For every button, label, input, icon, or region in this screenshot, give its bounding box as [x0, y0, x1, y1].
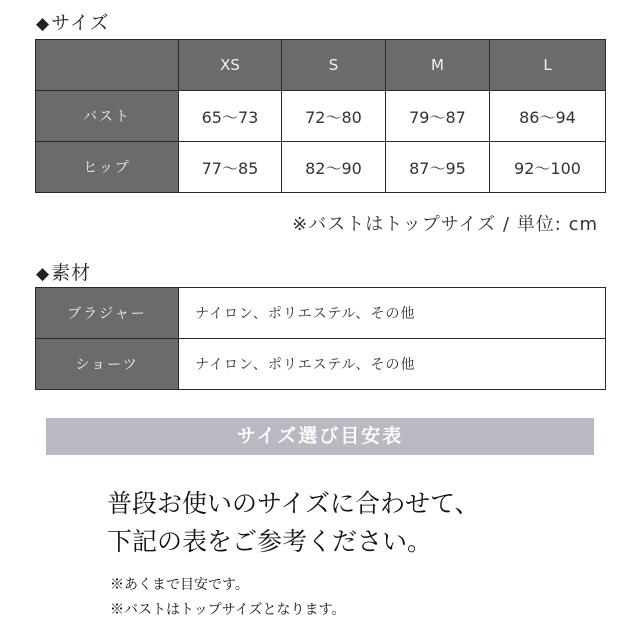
- size-col-s: S: [282, 40, 386, 91]
- guide-line-2: 下記の表をご参考ください。: [107, 527, 433, 556]
- material-table: [35, 287, 606, 390]
- size-guide-message: [107, 485, 480, 561]
- size-table: [35, 39, 606, 193]
- material-heading: [36, 258, 91, 285]
- table-cell: 79〜87: [386, 91, 490, 142]
- table-cell: 77〜85: [179, 142, 282, 193]
- table-cell: 86〜94: [490, 91, 606, 142]
- material-row-shorts: [36, 339, 606, 390]
- guide-line-1: 普段お使いのサイズに合わせて、: [107, 489, 480, 518]
- guide-note-1: ※あくまで目安です。: [110, 577, 249, 593]
- table-cell: 65〜73: [179, 91, 282, 142]
- material-heading-text: 素材: [51, 262, 92, 284]
- table-cell: 92〜100: [490, 142, 606, 193]
- table-cell: 72〜80: [282, 91, 386, 142]
- row-label-bust: バスト: [36, 91, 179, 142]
- size-row-hip: [36, 142, 606, 193]
- material-value-shorts: ナイロン、ポリエステル、その他: [179, 339, 606, 390]
- material-row-bra: [36, 288, 606, 339]
- size-guide-title-bar: サイズ選び目安表: [46, 418, 594, 455]
- size-row-bust: [36, 91, 606, 142]
- size-col-xs: XS: [179, 40, 282, 91]
- table-cell: 87〜95: [386, 142, 490, 193]
- size-col-l: L: [490, 40, 606, 91]
- size-heading-text: サイズ: [51, 12, 110, 34]
- size-table-corner: [36, 40, 179, 91]
- guide-note-2: ※バストはトップサイズとなります。: [110, 602, 346, 618]
- size-heading: [36, 8, 110, 35]
- table-cell: 82〜90: [282, 142, 386, 193]
- size-col-m: M: [386, 40, 490, 91]
- diamond-icon: ◆: [36, 14, 51, 34]
- row-label-shorts: ショーツ: [36, 339, 179, 390]
- material-value-bra: ナイロン、ポリエステル、その他: [179, 288, 606, 339]
- row-label-hip: ヒップ: [36, 142, 179, 193]
- row-label-bra: ブラジャー: [36, 288, 179, 339]
- size-unit-note: ※バストはトップサイズ / 単位: cm: [292, 214, 598, 235]
- diamond-icon: ◆: [36, 264, 51, 284]
- size-table-header-row: [36, 40, 606, 91]
